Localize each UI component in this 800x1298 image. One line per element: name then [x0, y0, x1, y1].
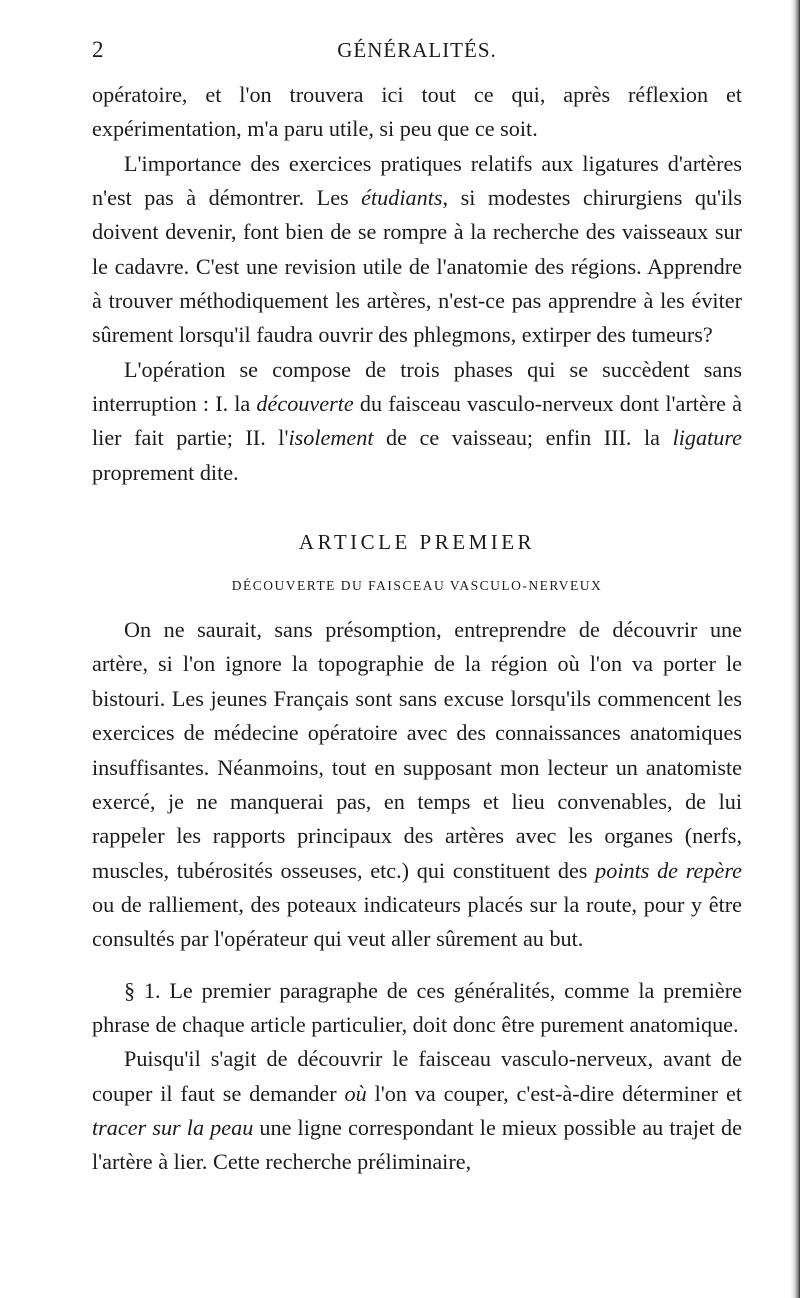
- page-header: [92, 36, 742, 64]
- paragraph-line-tracing: [92, 1042, 742, 1179]
- paragraph-continuation: [92, 78, 742, 147]
- text-run: proprement dite.: [92, 459, 239, 485]
- section-title: DÉCOUVERTE DU FAISCEAU VASCULO-NERVEUX: [231, 578, 603, 594]
- text-run: Puisqu'il s'agit de découvrir le faisceau vasculo-nerveux, avant de couper il faut se demander: [92, 1046, 742, 1106]
- page-edge-shadow: [790, 0, 800, 1298]
- italic-text: isolement: [288, 425, 374, 451]
- paragraph-importance: [92, 147, 742, 353]
- paragraph-topography: [92, 613, 742, 956]
- paragraph-text: opératoire, et l'on trouvera ici tout ce qui, après réflexion et expérimentation, m'a paru utile, si peu que ce soit.: [92, 82, 742, 142]
- page-body: [92, 78, 742, 1180]
- running-title: GÉNÉRALITÉS.: [337, 38, 497, 62]
- page-number: 2: [92, 37, 104, 62]
- italic-text: points de repère: [595, 857, 742, 883]
- text-run: de ce vaisseau; enfin III. la: [373, 425, 673, 451]
- text-run: ou de ralliement, des poteaux indicateurs placés sur la route, pour y être consultés par l'opérateur qui veut aller sûrement au but.: [92, 891, 742, 952]
- text-run: du faisceau vasculo-nerveux dont l'artère à lier fait partie; II. l': [92, 391, 742, 451]
- text-run: L'opération se compose de trois phases qui se succèdent sans interruption : I. la: [92, 356, 742, 417]
- italic-text: découverte: [256, 391, 354, 417]
- italic-text: ligature: [672, 425, 742, 451]
- paragraph-section-1: [92, 974, 742, 1043]
- article-title: ARTICLE PREMIER: [298, 530, 536, 555]
- text-run: On ne saurait, sans présomption, entreprendre de découvrir une artère, si l'on ignore la topographie de la région où l'on va porter le bistouri. Les jeunes Français sont sans excuse lorsqu'ils commencent les exercices de médecine opératoire avec des connaissances anatomiques insuffisantes. Néanmoins, tout en supposant mon lecteur un anatomiste exercé, je ne manquerai pas, en temps et lieu convenables, de lui rappeler les rapports principaux des artères avec les organes (nerfs, muscles, tubérosités osseuses, etc.) qui constituent des: [92, 617, 742, 883]
- text-run: l'on va couper, c'est-à-dire déterminer et: [366, 1080, 742, 1106]
- italic-text: tracer sur la peau: [92, 1114, 254, 1140]
- text-run: , si modestes chirurgiens qu'ils doivent devenir, font bien de se rompre à la recherche des vaisseaux sur le cadavre. C'est une revision utile de l'anatomie des régions. Apprendre à trouver méthodiquement les artères, n'est-ce pas apprendre à les éviter sûrement lorsqu'il faudra ouvrir des phlegmons, extirper des tumeurs?: [92, 185, 742, 348]
- paragraph-text: § 1. Le premier paragraphe de ces généralités, comme la première phrase de chaque article particulier, doit donc être purement anatomique.: [92, 977, 742, 1037]
- italic-text: où: [344, 1080, 367, 1106]
- text-run: L'importance des exercices pratiques relatifs aux ligatures d'artères n'est pas à démontrer. Les: [92, 150, 742, 211]
- italic-text: étudiants: [361, 185, 443, 211]
- text-run: une ligne correspondant le mieux possible au trajet de l'artère à lier. Cette recherche préliminaire,: [92, 1114, 742, 1175]
- paragraph-phases: [92, 353, 742, 490]
